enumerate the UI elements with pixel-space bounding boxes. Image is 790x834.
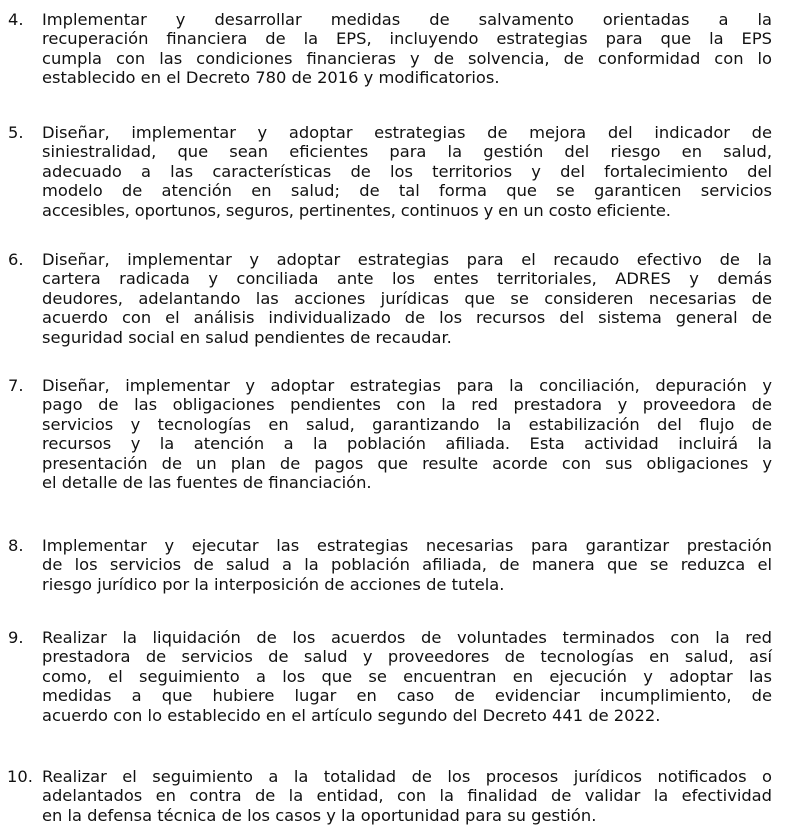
text-line: como, el seguimiento a los que se encuentran en ejecución y adoptar las	[42, 666, 772, 686]
list-item-text	[42, 10, 772, 88]
list-item-text	[42, 767, 772, 825]
list-item-text	[42, 536, 772, 594]
text-line: acuerdo con el análisis individualizado de los recursos del sistema general de	[42, 308, 772, 328]
text-line: Implementar y ejecutar las estrategias necesarias para garantizar prestación	[42, 536, 772, 555]
list-item-text	[42, 250, 772, 347]
list-item-number: 9.	[8, 628, 24, 647]
text-line: en la defensa técnica de los casos y la oportunidad para su gestión.	[42, 805, 597, 825]
text-line: recursos y la atención a la población afiliada. Esta actividad incluirá la	[42, 434, 772, 454]
list-item-text	[42, 123, 772, 220]
text-line: Diseñar, implementar y adoptar estrategias para el recaudo efectivo de la	[42, 250, 772, 269]
text-line: siniestralidad, que sean eficientes para la gestión del riesgo en salud,	[42, 142, 772, 162]
text-line: Diseñar, implementar y adoptar estrategias para la conciliación, depuración y	[42, 376, 772, 395]
list-item-number: 5.	[8, 123, 24, 142]
text-line: cumpla con las condiciones financieras y de solvencia, de conformidad con lo	[42, 48, 772, 68]
list-item-number: 8.	[8, 536, 24, 555]
text-line: Diseñar, implementar y adoptar estrategias de mejora del indicador de	[42, 123, 772, 142]
text-line: el detalle de las fuentes de financiación.	[42, 472, 372, 492]
list-item-number: 7.	[8, 376, 24, 395]
text-line: Realizar la liquidación de los acuerdos de voluntades terminados con la red	[42, 628, 772, 647]
text-line: riesgo jurídico por la interposición de acciones de tutela.	[42, 574, 505, 594]
text-line: adecuado a las características de los territorios y del fortalecimiento del	[42, 161, 772, 181]
text-line: servicios y tecnologías en salud, garantizando la estabilización del flujo de	[42, 414, 772, 434]
list-item-number: 6.	[8, 250, 24, 269]
list-item-text	[42, 628, 772, 725]
text-line: medidas a que hubiere lugar en caso de evidenciar incumplimiento, de	[42, 686, 772, 706]
text-line: Implementar y desarrollar medidas de salvamento orientadas a la	[42, 10, 772, 29]
text-line: recuperación financiera de la EPS, incluyendo estrategias para que la EPS	[42, 29, 772, 49]
text-line: de los servicios de salud a la población afiliada, de manera que se reduzca el	[42, 555, 772, 575]
text-line: deudores, adelantando las acciones jurídicas que se consideren necesarias de	[42, 288, 772, 308]
text-line: cartera radicada y conciliada ante los entes territoriales, ADRES y demás	[42, 269, 772, 289]
text-line: adelantados en contra de la entidad, con la finalidad de validar la efectividad	[42, 786, 772, 806]
text-line: establecido en el Decreto 780 de 2016 y modificatorios.	[42, 68, 500, 88]
list-item-text	[42, 376, 772, 492]
text-line: Realizar el seguimiento a la totalidad de los procesos jurídicos notificados o	[42, 767, 772, 786]
text-line: presentación de un plan de pagos que resulte acorde con sus obligaciones y	[42, 453, 772, 473]
list-item-number: 4.	[8, 10, 24, 29]
text-line: modelo de atención en salud; de tal forma que se garanticen servicios	[42, 181, 772, 201]
text-line: acuerdo con lo establecido en el artículo segundo del Decreto 441 de 2022.	[42, 705, 661, 725]
text-line: accesibles, oportunos, seguros, pertinentes, continuos y en un costo eficiente.	[42, 200, 671, 220]
text-line: seguridad social en salud pendientes de recaudar.	[42, 327, 452, 347]
text-line: pago de las obligaciones pendientes con la red prestadora y proveedora de	[42, 395, 772, 415]
text-line: prestadora de servicios de salud y proveedores de tecnologías en salud, así	[42, 647, 772, 667]
list-item-number: 10.	[7, 767, 33, 786]
